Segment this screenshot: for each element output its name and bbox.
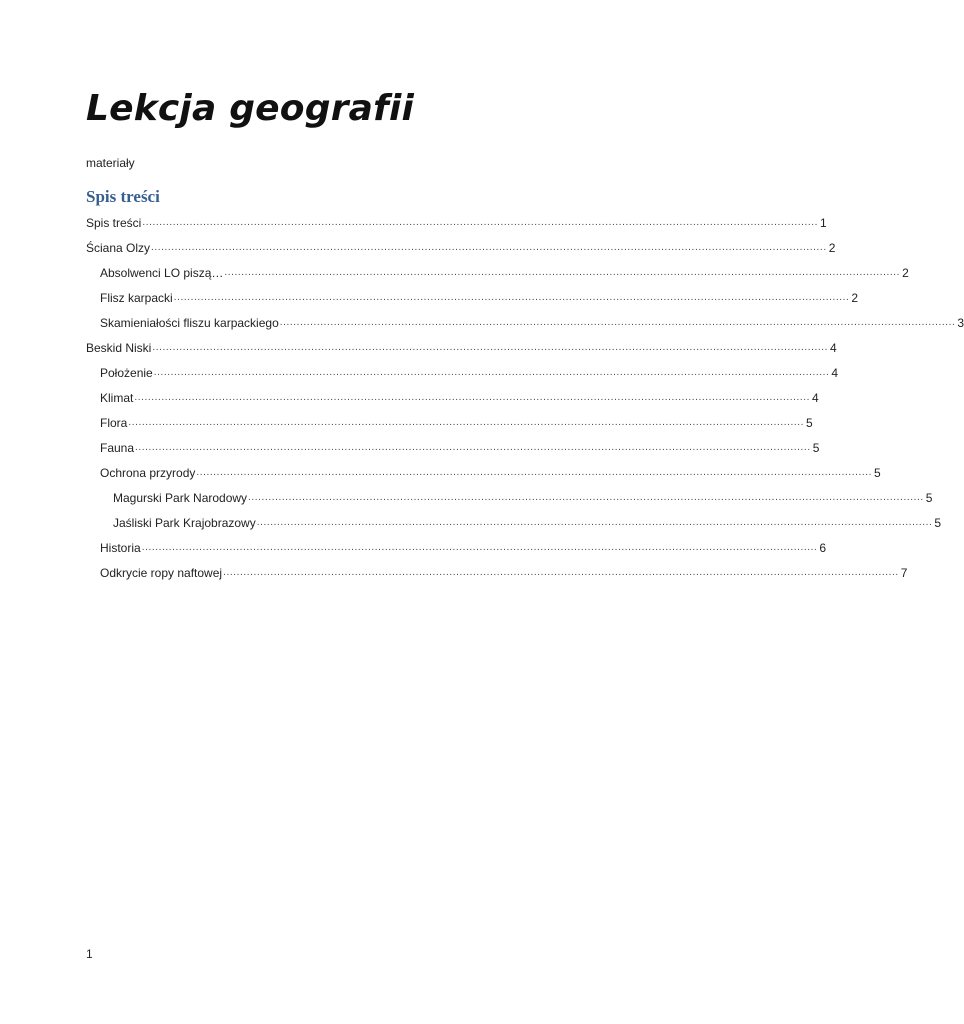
toc-entry[interactable] (86, 212, 827, 230)
toc-entry[interactable] (100, 412, 813, 430)
toc-entry[interactable] (100, 462, 881, 480)
toc-entry-page: 3 (957, 316, 964, 330)
toc-entry[interactable] (100, 362, 839, 380)
toc-entry[interactable] (100, 262, 909, 280)
toc-entry-label: Spis treści (86, 216, 142, 230)
toc-dot-leader: ........................................................................................................................................................................................................ (134, 392, 811, 403)
toc-dot-leader: ........................................................................................................................................................................................................ (256, 517, 933, 528)
toc-dot-leader: ........................................................................................................................................................................................................ (128, 417, 805, 428)
toc-entry-label: Ochrona przyrody (100, 466, 196, 480)
toc-entry[interactable] (86, 337, 837, 355)
toc-dot-leader: ........................................................................................................................................................................................................ (223, 567, 899, 578)
toc-entry[interactable] (100, 537, 827, 555)
page-number: 1 (86, 947, 93, 961)
toc-dot-leader: ........................................................................................................................................................................................................ (248, 492, 924, 503)
toc-entry-page: 4 (831, 366, 839, 380)
toc-entry-page: 4 (830, 341, 837, 355)
toc-dot-leader: ........................................................................................................................................................................................................ (142, 217, 819, 228)
toc-entry-label: Beskid Niski (86, 341, 152, 355)
toc-dot-leader: ........................................................................................................................................................................................................ (173, 292, 850, 303)
toc-entry[interactable] (100, 287, 859, 305)
toc-entry-label: Magurski Park Narodowy (113, 491, 248, 505)
toc-entry[interactable] (113, 512, 942, 530)
toc-entry-label: Flisz karpacki (100, 291, 173, 305)
toc-dot-leader: ........................................................................................................................................................................................................ (141, 542, 818, 553)
toc-entry[interactable] (100, 562, 908, 580)
toc-entry-label: Klimat (100, 391, 134, 405)
toc-entry[interactable] (86, 237, 836, 255)
toc-heading: Spis treści (86, 187, 160, 206)
toc-dot-leader: ........................................................................................................................................................................................................ (152, 342, 829, 353)
toc-entry-page: 5 (812, 441, 820, 455)
toc-entry-page: 2 (828, 241, 836, 255)
toc-entry[interactable] (113, 487, 933, 505)
toc-dot-leader: ........................................................................................................................................................................................................ (153, 367, 830, 378)
toc-entry-page: 5 (925, 491, 933, 505)
toc-entry[interactable] (100, 312, 964, 330)
toc-entry-label: Odkrycie ropy naftowej (100, 566, 223, 580)
toc-entry-page: 6 (819, 541, 827, 555)
toc-entry-page: 2 (902, 266, 909, 280)
toc-dot-leader: ........................................................................................................................................................................................................ (151, 242, 827, 253)
toc-entry-label: Absolwenci LO piszą… (100, 266, 224, 280)
document-title: Lekcja geografii (86, 88, 415, 129)
toc-entry-page: 1 (820, 216, 827, 230)
toc-entry-label: Fauna (100, 441, 135, 455)
toc-entry-page: 5 (806, 416, 813, 430)
toc-entry-label: Historia (100, 541, 141, 555)
toc-dot-leader: ........................................................................................................................................................................................................ (279, 317, 956, 328)
toc-entry-label: Ściana Olzy (86, 241, 151, 255)
toc-entry[interactable] (100, 387, 819, 405)
toc-entry-label: Flora (100, 416, 128, 430)
toc-entry[interactable] (100, 437, 820, 455)
toc-entry-page: 5 (934, 516, 942, 530)
toc-entry-label: Położenie (100, 366, 153, 380)
toc-entry-page: 2 (851, 291, 859, 305)
toc-dot-leader: ........................................................................................................................................................................................................ (196, 467, 873, 478)
toc-entry-page: 7 (900, 566, 908, 580)
toc-entry-label: Jaśliski Park Krajobrazowy (113, 516, 256, 530)
toc-entry-label: Skamieniałości fliszu karpackiego (100, 316, 279, 330)
toc-entry-page: 5 (874, 466, 881, 480)
document-subtitle: materiały (86, 156, 135, 170)
toc-entry-page: 4 (812, 391, 819, 405)
toc-dot-leader: ........................................................................................................................................................................................................ (224, 267, 901, 278)
toc-dot-leader: ........................................................................................................................................................................................................ (135, 442, 811, 453)
